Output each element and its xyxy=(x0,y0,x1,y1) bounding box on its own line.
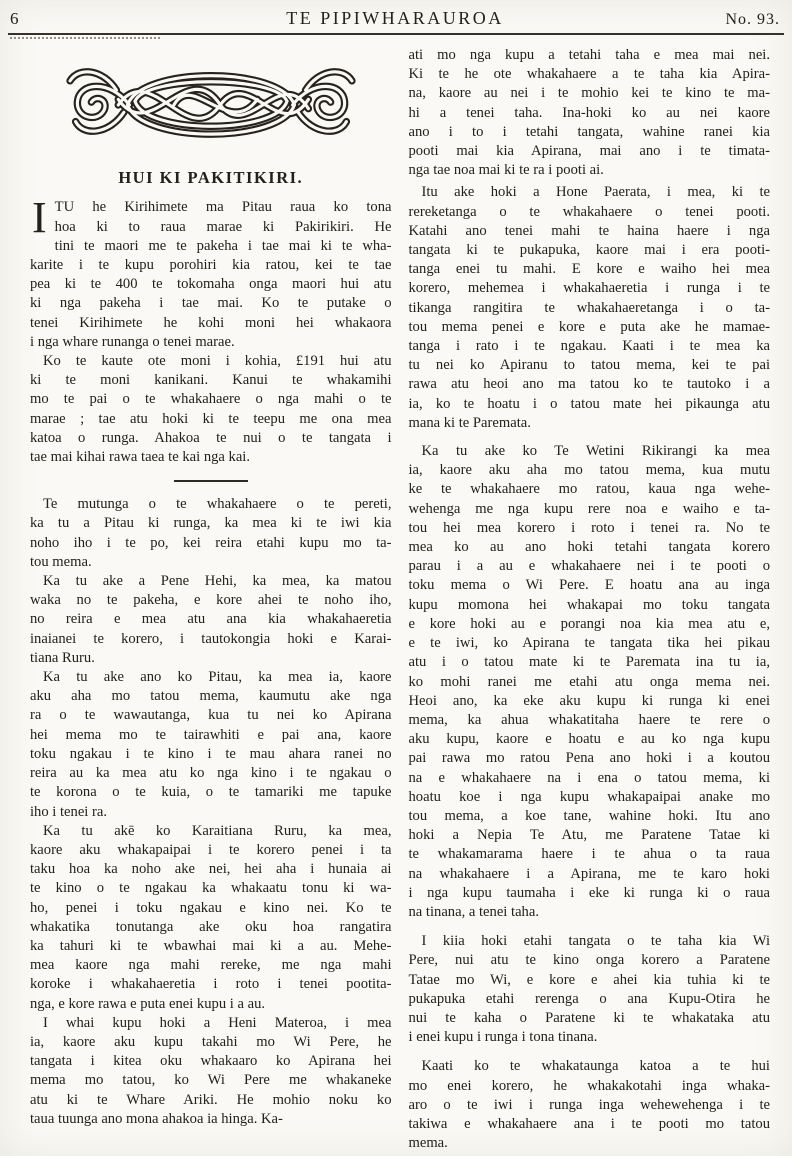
paragraph xyxy=(30,495,392,572)
text-line: nui te kaha o Paratene ki te whakataka atu xyxy=(408,1009,770,1026)
text-line: i enei kupu i runga i tona tinana. xyxy=(408,1029,598,1046)
text-line: pooti mai kia Apirana, mai ano i te timata- xyxy=(408,143,770,160)
text-line: na tinana, a tenei taha. xyxy=(408,903,539,920)
text-line: tae mai kihai rawa taea te kai nga kai. xyxy=(30,449,251,466)
text-line: noho iho i te po, kei reira etahi kupu mo ta- xyxy=(30,534,392,551)
text-line: toku mema o Wi Pere. E hoatu ana au inga xyxy=(408,577,770,594)
article-columns xyxy=(0,39,792,1153)
text-line: karite i te kupu porohiri kia ratou, kei te tae xyxy=(30,257,392,274)
masthead-rule-fragment xyxy=(10,37,160,39)
text-line: parau i a au e whakahaere nei i te pooti o xyxy=(408,558,770,575)
paragraph xyxy=(409,1057,771,1153)
text-line: TU he Kirihimete ma Pitau raua ko tona xyxy=(54,199,392,216)
text-line: na e whakahaere na i ena o tatou mema, ki xyxy=(408,769,770,786)
text-line: atu i o tatou mate ki te Paremata ina tu ia, xyxy=(408,654,770,671)
text-line: korero, mehemea i whakahaeretia i runga i te xyxy=(408,280,770,297)
text-line: marae ; tae atu hoki ki te teepu me ona mea xyxy=(30,410,392,427)
text-line: Ka tu akē ko Karaitiana Ruru, ka mea, xyxy=(43,822,392,839)
text-line: Ka tu ake ano ko Pitau, ka mea ia, kaore xyxy=(43,669,392,686)
text-line: Ka tu ake ko Te Wetini Rikirangi ka mea xyxy=(421,443,770,460)
text-line: taua tuunga ano mona ahakoa ia hinga. Ka- xyxy=(30,1110,283,1127)
text-line: mea kaore nga mahi rereke, me nga mahi xyxy=(30,957,392,974)
text-line: ho, penei i toku ngakau e kino nei. Ko te xyxy=(30,899,392,916)
opening-paragraph xyxy=(30,193,392,352)
text-line: te kino o te ngakau ka whakaatu tonu ki wa- xyxy=(30,880,392,897)
text-line: na whakahaere i a Apirana, me te karo hoki xyxy=(408,865,770,882)
text-line: Pere, nui atu te kino onga korero a Paratene xyxy=(408,952,770,969)
text-line: tou mema penei e kore e puta ake he mamae- xyxy=(408,318,770,335)
text-line: kaore aku whakapaipai i te korero penei i ta xyxy=(30,841,392,858)
column-right xyxy=(409,44,771,1153)
text-line: e kore hoki au e porangi noa kia mea atu e, xyxy=(408,615,770,632)
text-line: i nga whare runanga o tenei marae. xyxy=(30,333,235,350)
text-line: tanga enei tu mahi. E kore e waiho hei mea xyxy=(408,261,770,278)
paragraph xyxy=(409,932,771,1047)
text-line: mea ko au ano hoki tetahi tangata korero xyxy=(408,539,770,556)
text-line: tangata i kitea oku whakaaro ko Apirana hei xyxy=(30,1053,392,1070)
text-line: tou mema, a koe tane, wahine hoki. Itu ano xyxy=(408,807,770,824)
page-number: 6 xyxy=(10,9,19,28)
text-line: Ka tu ake a Pene Hehi, ka mea, ka matou xyxy=(43,573,392,590)
text-line: te whakamarama haere i te ahua o ta raua xyxy=(408,846,770,863)
ornament-wrap xyxy=(30,53,392,161)
text-line: nga, e kore rawa e puta enei kupu i a au. xyxy=(30,995,266,1012)
text-line: ki nga pakeha i tae mai. Ko te putake o xyxy=(30,295,392,312)
text-line: Tatae mo Wi, e kore e ahei kia tuhia ki te xyxy=(408,971,770,988)
text-line: hi a tenei taha. Ina-hoki ko au nei kaore xyxy=(408,104,770,121)
paper-title: TE PIPIWHARAUROA xyxy=(286,8,504,28)
text-line: ka tahuri ki te wbawhai mai ki a au. Mehe- xyxy=(30,937,392,954)
text-line: ano i to i tetahi tangata, wahine ranei kia xyxy=(408,123,770,140)
text-line: tangata ki te pukapuka, kaore mai i era pooti- xyxy=(408,242,770,259)
text-line: kupu momona hei whakapai mo toku tangata xyxy=(408,596,770,613)
paragraph xyxy=(30,352,392,467)
text-line: Ki te he ote whakahaere a te taha kia Apira- xyxy=(408,66,770,83)
text-line: waka no te pakeha, e kore ahei te noho iho, xyxy=(30,592,392,609)
text-line: toku ngakau i te kino i te mau ahara ranei no xyxy=(30,745,392,762)
text-line: mo enei korero, he whakakotahi inga whaka- xyxy=(408,1077,770,1094)
paragraph xyxy=(409,46,771,180)
text-line: pai rawa mo ratou Pena ano hoki i a koutou xyxy=(408,750,770,767)
text-line: rawa atu heoi ano ma tatou ko te tautoko i a xyxy=(408,376,770,393)
text-line: e te iwi, ko Apirana te tangata tika hei pikau xyxy=(408,635,770,652)
text-line: katoa o runga. Ahakoa te nui o te tangata i xyxy=(30,429,392,446)
masthead-rule xyxy=(8,33,784,35)
text-line: ati mo nga kupu a tetahi taha e mea mai nei. xyxy=(408,47,770,63)
text-line: pukapuka etahi rerenga o ana Kupu-Otira he xyxy=(408,990,770,1007)
knotwork-ornament-icon xyxy=(60,53,362,155)
text-line: mana ki te Paremata. xyxy=(408,414,531,431)
issue-number: No. 93. xyxy=(725,11,780,28)
text-line: takiwa e whakahaere ana i te pooti mo tatou xyxy=(408,1115,770,1132)
text-line: koroke i whakahaeretia i roto i tenei pootita- xyxy=(30,976,392,993)
column-left xyxy=(30,44,392,1153)
text-line: pea ki te 400 te tokomaha onga maori hui atu xyxy=(30,276,392,293)
text-line: taku hoa ka noho ake nei, hei aha i hunaia ai xyxy=(30,861,392,878)
text-line: tenei Kirihimete he kohi moni hei whakaora xyxy=(30,314,392,331)
paragraph xyxy=(409,183,771,433)
text-line: hoki a Nepia Te Atu, me Paratene Tatae ki xyxy=(408,827,770,844)
text-line: ia, ko te hoatu i o tatou mate hei pikaunga atu xyxy=(408,395,770,412)
text-line: tou hei mea korero i roto i tenei ra. No te xyxy=(408,519,770,536)
text-line: Itu ake hoki a Hone Paerata, i mea, ki te xyxy=(421,184,770,201)
text-line: tanga i rato i te ngakau. Kaati i te mea ka xyxy=(408,338,770,355)
text-line: ke te whakahaere mo ratou, kaua nga wehe- xyxy=(408,481,770,498)
text-line: na, kaore au nei i te mohio kei te kino te ma- xyxy=(408,85,770,102)
text-line: ra o te wawautanga, kua tu nei ko Apirana xyxy=(30,707,392,724)
text-line: Heoi ano, ka eke aku kupu ki runga ki enei xyxy=(408,692,770,709)
text-line: mo te pai o te whakahaere o nga mahi o te xyxy=(30,391,392,408)
text-line: ko mohi ranei me etahi atu onga mema nei. xyxy=(408,673,770,690)
text-line: reira au ka mea atu ko nga kino i te ngakau o xyxy=(30,765,392,782)
paragraph xyxy=(30,822,392,1014)
text-line: aku kupu, kaore e hoatu e au ko nga kupu xyxy=(408,731,770,748)
text-line: I whai kupu hoki a Heni Materoa, i mea xyxy=(43,1014,392,1031)
text-line: te korona o te kuia, o te tamariki me tapuke xyxy=(30,784,392,801)
paragraph xyxy=(30,1014,392,1129)
text-line: whakatika tonutanga ake oku hoa rangatira xyxy=(30,918,392,935)
text-line: ia, kaore aku aha mo tatou mema, kua mutu xyxy=(408,462,770,479)
text-line: Ko te kaute ote moni i kohia, £191 hui atu xyxy=(43,353,392,370)
section-divider xyxy=(174,480,248,482)
text-line: ia, kaore aku kupu takahi mo Wi Pere, he xyxy=(30,1033,392,1050)
text-line: I kiia hoki etahi tangata o te taha kia Wi xyxy=(421,933,770,950)
text-line: ki te moni kanikani. Kanui te whakamihi xyxy=(30,372,392,389)
text-line: hoatu koe i nga kupu whakapaipai anake mo xyxy=(408,788,770,805)
text-line: rereketanga o te whakahaere o tenei pooti. xyxy=(408,203,770,220)
text-line: Katahi ano tenei mahi te haina haere i nga xyxy=(408,222,770,239)
text-line: tou mema. xyxy=(30,553,92,570)
text-line: nga tae noa mai ki te ra i pooti ai. xyxy=(408,162,604,179)
article-heading: HUI KI PAKITIKIRI. xyxy=(118,168,304,188)
text-line: mema, ka ahua whakatitaha haere te rere o xyxy=(408,711,770,728)
paragraph xyxy=(30,668,392,822)
text-line: aro o te iwi i runga inga wehewehenga i te xyxy=(408,1096,770,1113)
text-line: aku aha mo tatou mema, kaumutu ake nga xyxy=(30,688,392,705)
text-line: wehenga me nga kupu rere noa e waiho e ta- xyxy=(408,500,770,517)
text-line: Te mutunga o te whakahaere o te pereti, xyxy=(43,496,392,513)
text-line: hei mema mo te tairawhiti e pai ana, kaore xyxy=(30,726,392,743)
text-line: tikanga rangitira te whakahaeretanga i o ta- xyxy=(408,299,770,316)
text-line: Kaati ko te whakataunga katoa a te hui xyxy=(421,1058,770,1075)
text-line: hoa ki to raua marae ki Pakirikiri. He xyxy=(54,218,392,235)
text-line: ka tu a Pitau ki runga, ka mea ki te iwi kia xyxy=(30,515,392,532)
text-line: iho i tenei ra. xyxy=(30,803,107,820)
paragraph xyxy=(409,442,771,922)
masthead xyxy=(0,0,792,29)
text-line: tiana Ruru. xyxy=(30,649,95,666)
text-line: atu ki te Whare Ariki. He mohio noku ko xyxy=(30,1091,392,1108)
paragraph xyxy=(30,572,392,668)
text-line: tu nei ko Apiranu to tatou mema, kei te pai xyxy=(408,357,770,374)
drop-cap: I xyxy=(32,193,47,243)
text-line: i nga kupu taumaha i eke ki runga ki o raua xyxy=(408,884,770,901)
text-line: mema mo tatou, ko Wi Pere me whakaneke xyxy=(30,1072,392,1089)
text-line: mema. xyxy=(408,1135,448,1152)
text-line: no reira e mea atu ana kia whakahaeretia xyxy=(30,611,392,628)
text-line: tini te maori me te pakeha i tae mai ki te wha- xyxy=(54,237,392,254)
text-line: inaianei te korero, i tautokongia hoki e Karai- xyxy=(30,630,392,647)
